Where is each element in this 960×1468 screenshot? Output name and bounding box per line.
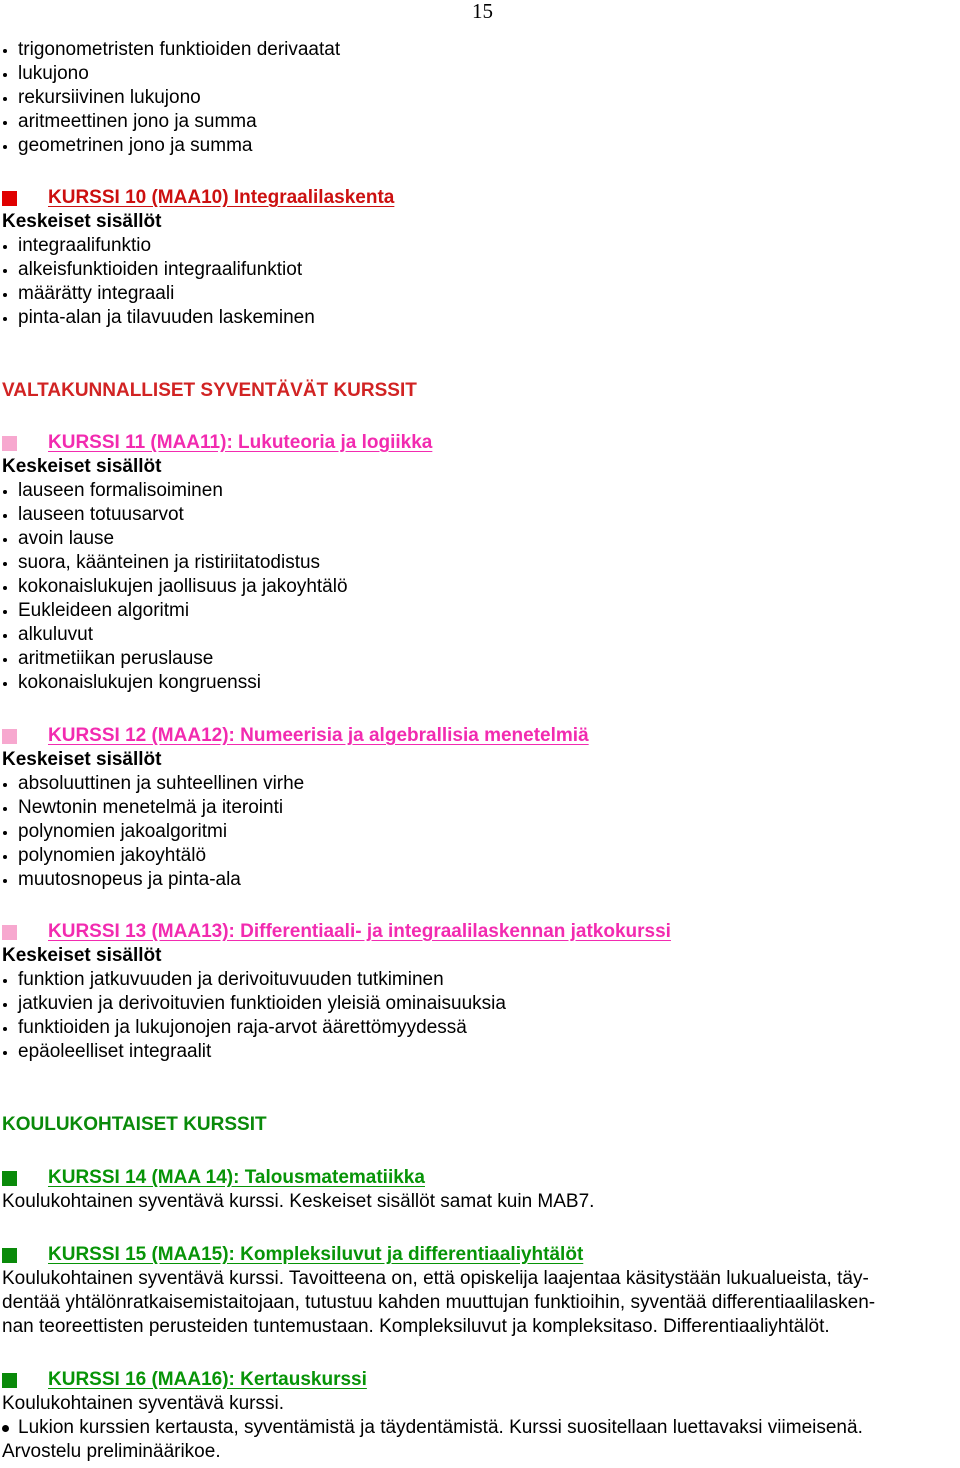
list-item: pinta-alan ja tilavuuden laskeminen [2,306,942,330]
course-14-heading [2,1166,942,1190]
list-item: integraalifunktio [2,234,942,258]
red-square-icon [2,191,17,206]
course-15-title: KURSSI 15 (MAA15): Kompleksiluvut ja differentiaaliyhtälöt [48,1244,584,1265]
list-item: Eukleideen algoritmi [2,599,942,623]
course-14-section [2,1166,942,1214]
course-14-text: Koulukohtainen syventävä kurssi. Keskeiset sisällöt samat kuin MAB7. [2,1191,595,1212]
course-12-section [2,724,942,892]
course-13-heading [2,920,942,944]
course-13-section [2,920,942,1064]
pink-square-icon [2,729,17,744]
course-12-subheading: Keskeiset sisällöt [2,749,162,770]
list-item: geometrinen jono ja summa [2,134,340,158]
list-item: lukujono [2,62,340,86]
course-10-title: KURSSI 10 (MAA10) Integraalilaskenta [48,187,395,208]
course-14-title: KURSSI 14 (MAA 14): Talousmatematiikka [48,1167,425,1188]
course-15-section [2,1243,960,1339]
course-15-text-line: dentää yhtälönratkaisemistaitojaan, tutustuu kahden muuttujan funktioihin, syventää differentiaalilasken- [2,1292,876,1313]
list-item: epäoleelliset integraalit [2,1040,942,1064]
course-15-heading [2,1243,960,1267]
list-item: alkeisfunktioiden integraalifunktiot [2,258,942,282]
course-10-heading [2,186,942,210]
list-item: kokonaislukujen kongruenssi [2,671,942,695]
list-item: jatkuvien ja derivoituvien funktioiden yleisiä ominaisuuksia [2,992,942,1016]
green-square-icon [2,1373,17,1388]
list-item: Lukion kurssien kertausta, syventämistä ja täydentämistä. Kurssi suositellaan luettavaksi viimeisenä. [2,1416,960,1440]
list-item: Newtonin menetelmä ja iterointi [2,796,942,820]
list-item: aritmetiikan peruslause [2,647,942,671]
course-11-heading [2,431,942,455]
national-courses-heading: VALTAKUNNALLISET SYVENTÄVÄT KURSSIT [2,380,417,401]
list-item: rekursiivinen lukujono [2,86,340,110]
pink-square-icon [2,925,17,940]
list-item: lauseen totuusarvot [2,503,942,527]
course-15-text-line: Koulukohtainen syventävä kurssi. Tavoitteena on, että opiskelija laajentaa käsitystään lukualueista, täy- [2,1268,869,1289]
course-11-section [2,431,942,695]
page-number: 15 [472,0,493,23]
course-12-heading [2,724,942,748]
list-item: suora, käänteinen ja ristiriitatodistus [2,551,942,575]
course-10-section [2,186,942,330]
top-topic-list [2,38,340,158]
course-16-section [2,1368,960,1464]
green-square-icon [2,1171,17,1186]
course-10-subheading: Keskeiset sisällöt [2,211,162,232]
list-item: aritmeettinen jono ja summa [2,110,340,134]
green-square-icon [2,1248,17,1263]
course-11-subheading: Keskeiset sisällöt [2,456,162,477]
list-item: funktioiden ja lukujonojen raja-arvot äärettömyydessä [2,1016,942,1040]
pink-square-icon [2,436,17,451]
list-item: polynomien jakoyhtälö [2,844,942,868]
course-15-text-line: nan teoreettisten perusteiden tuntemustaan. Kompleksiluvut ja kompleksitaso. Differentiaaliyhtälöt. [2,1316,830,1337]
list-item: trigonometristen funktioiden derivaatat [2,38,340,62]
course-12-title: KURSSI 12 (MAA12): Numeerisia ja algebrallisia menetelmiä [48,725,589,746]
list-item: polynomien jakoalgoritmi [2,820,942,844]
school-courses-heading: KOULUKOHTAISET KURSSIT [2,1114,267,1135]
course-13-title: KURSSI 13 (MAA13): Differentiaali- ja integraalilaskennan jatkokurssi [48,921,671,942]
course-16-last-line: Arvostelu preliminäärikoe. [2,1441,221,1462]
course-16-text: Koulukohtainen syventävä kurssi. [2,1393,284,1414]
course-16-title: KURSSI 16 (MAA16): Kertauskurssi [48,1369,367,1390]
course-13-subheading: Keskeiset sisällöt [2,945,162,966]
list-item: absoluuttinen ja suhteellinen virhe [2,772,942,796]
list-item: määrätty integraali [2,282,942,306]
list-item: kokonaislukujen jaollisuus ja jakoyhtälö [2,575,942,599]
list-item: avoin lause [2,527,942,551]
course-11-title: KURSSI 11 (MAA11): Lukuteoria ja logiikka [48,432,433,453]
course-16-heading [2,1368,960,1392]
list-item: alkuluvut [2,623,942,647]
list-item: lauseen formalisoiminen [2,479,942,503]
list-item: muutosnopeus ja pinta-ala [2,868,942,892]
list-item: funktion jatkuvuuden ja derivoituvuuden tutkiminen [2,968,942,992]
